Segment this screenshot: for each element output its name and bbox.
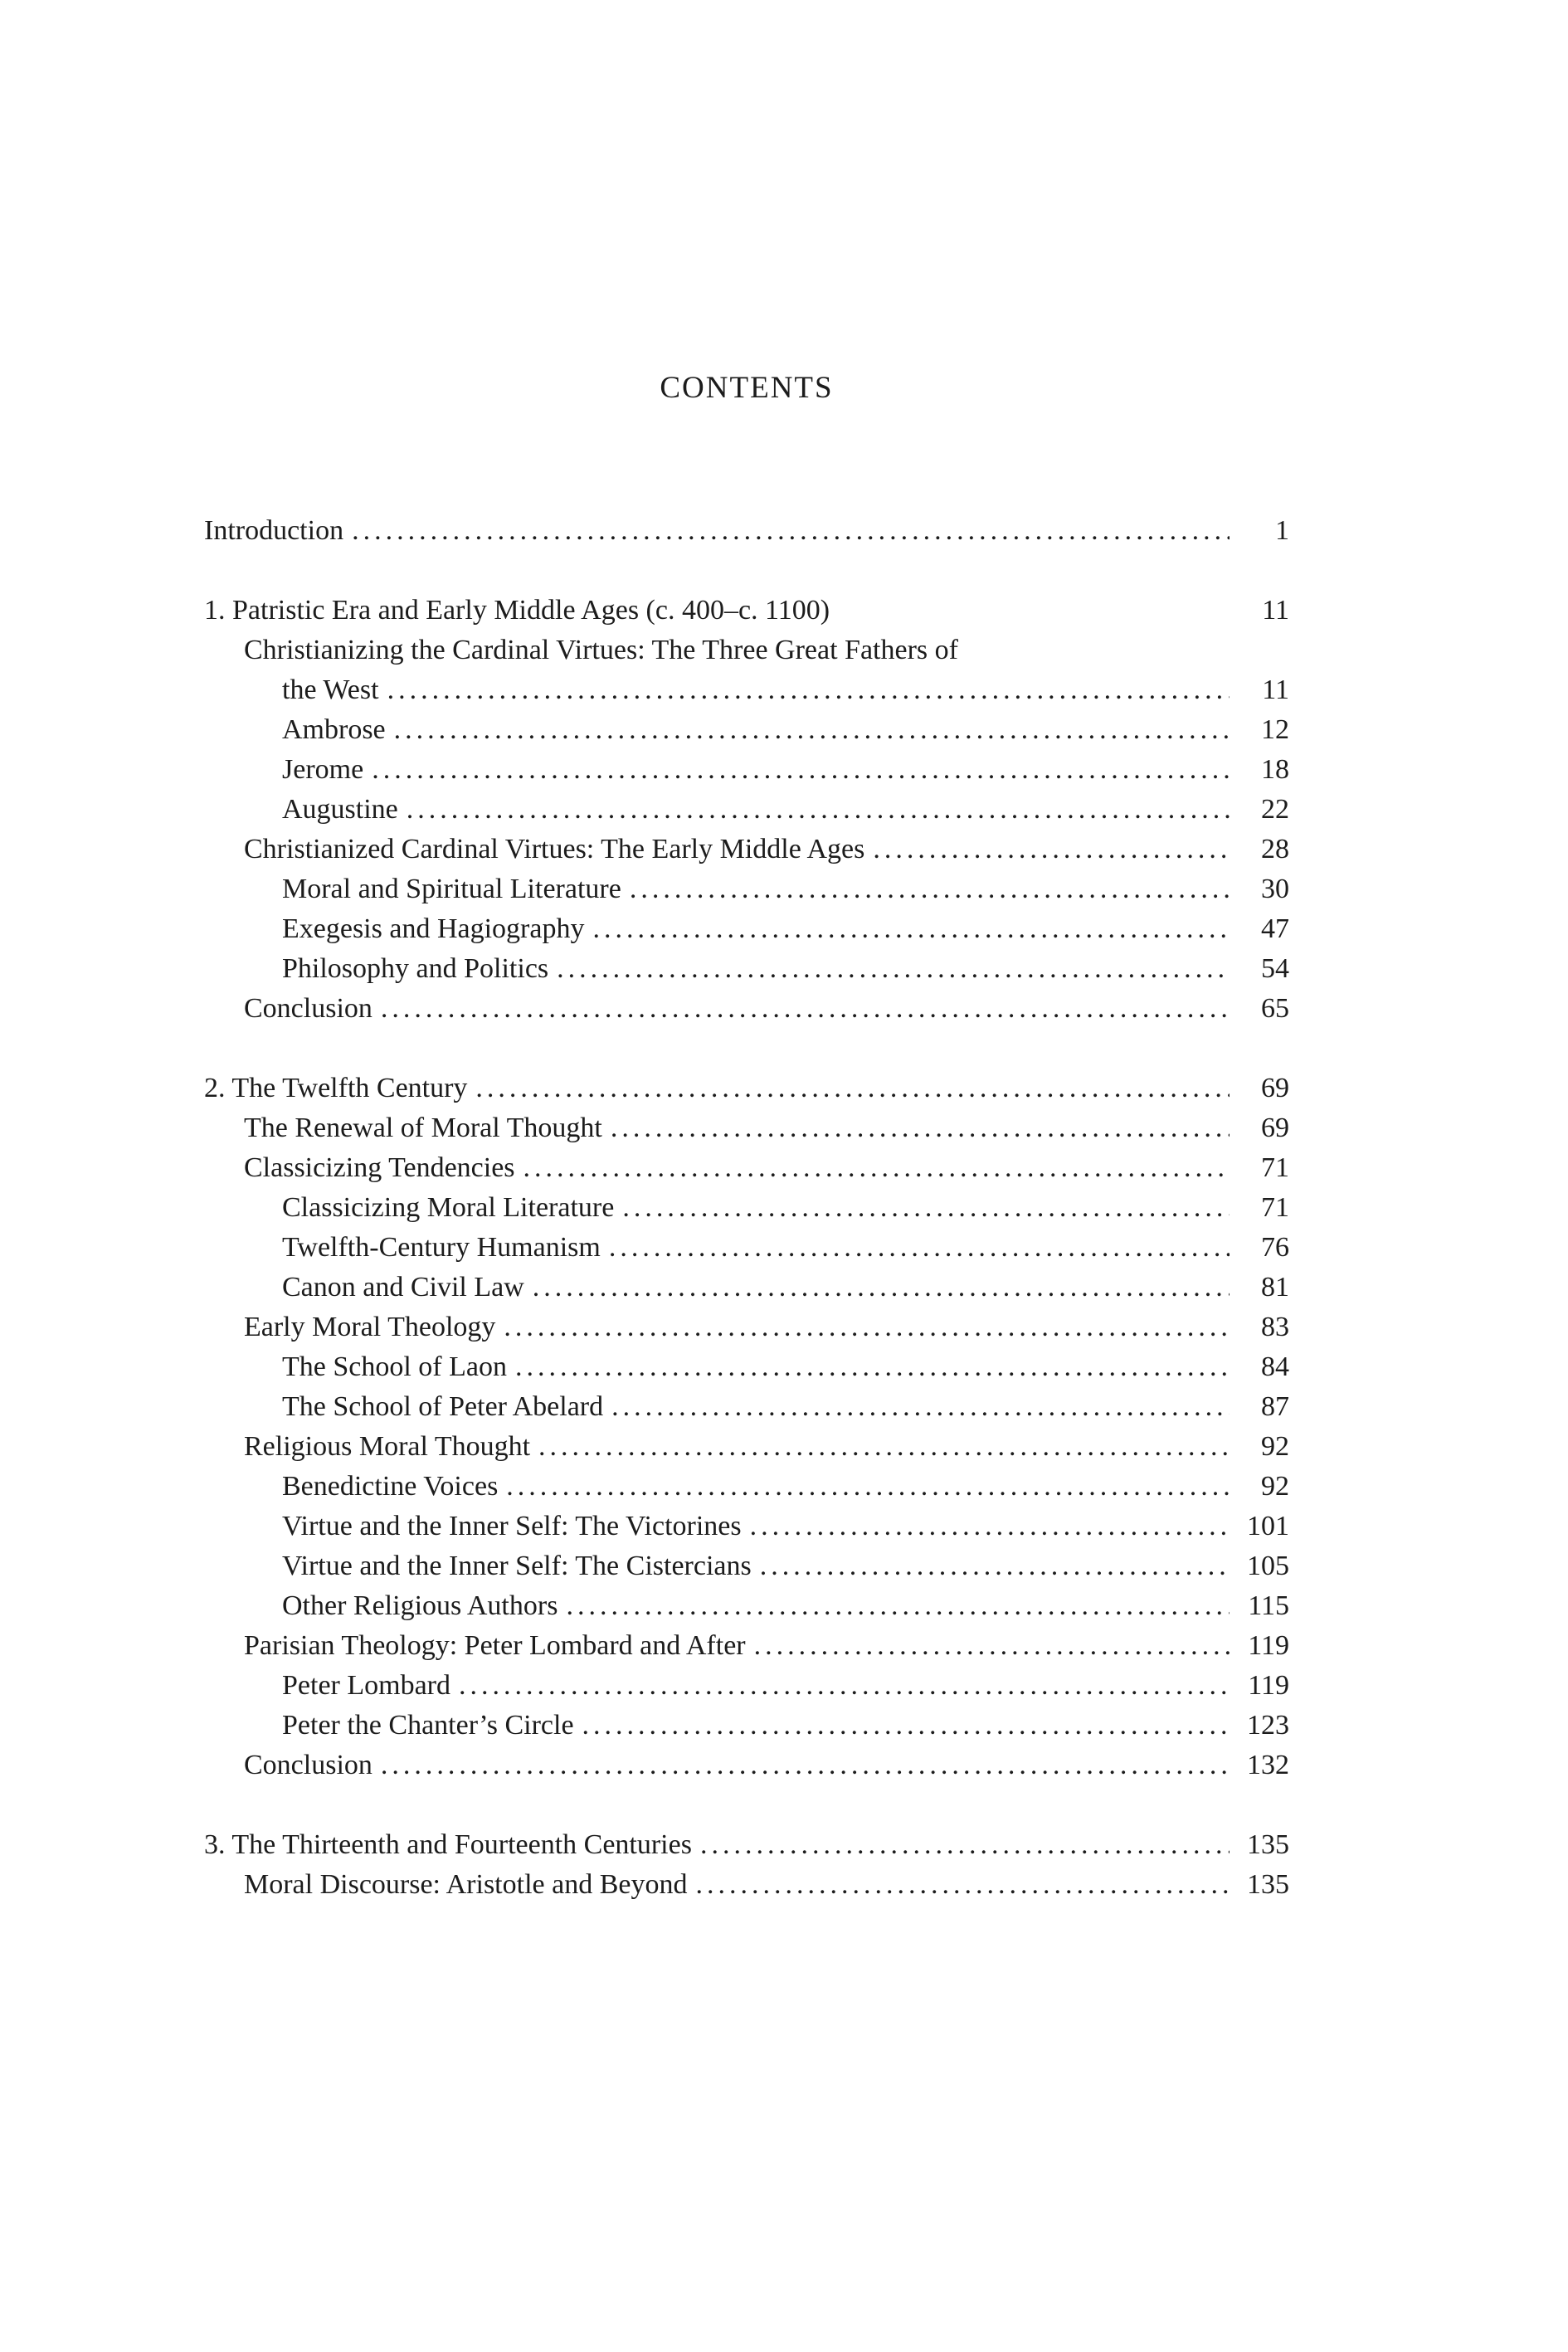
toc-entry [204,1108,1289,1148]
toc-page-number: 132 [1247,1750,1289,1780]
toc-entry-text: Conclusion [244,993,373,1024]
toc-entry-text: Christianizing the Cardinal Virtues: The Three Great Fathers of [244,635,958,665]
toc-entry [204,1228,1289,1268]
toc-entry-text: Introduction [204,515,344,546]
toc-leader-dots [754,1626,1230,1666]
toc-entry-text: The School of Laon [282,1351,507,1382]
toc-entry-text: Other Religious Authors [282,1590,558,1621]
toc-page-number: 54 [1261,953,1289,984]
toc-entry [204,1427,1289,1467]
toc-entry [204,1069,1289,1108]
toc-page-number: 81 [1261,1272,1289,1303]
toc-entry-text: The School of Peter Abelard [282,1391,604,1422]
toc-page-number: 83 [1261,1312,1289,1342]
toc-page-number: 30 [1261,874,1289,904]
toc-entry [204,909,1289,949]
toc-entry-text: Peter Lombard [282,1670,450,1701]
toc-entry-text: Virtue and the Inner Self: The Victorines [282,1511,742,1541]
toc-entry [204,949,1289,989]
toc-leader-dots [695,1865,1230,1905]
toc-page-number: 71 [1261,1152,1289,1183]
toc-entry [204,1268,1289,1307]
toc-leader-dots [381,1746,1230,1785]
toc-page-number: 71 [1261,1192,1289,1223]
toc-entry-text: Philosophy and Politics [282,953,549,984]
toc-page-number: 69 [1261,1073,1289,1103]
toc-leader-dots [611,1387,1230,1427]
toc-leader-dots [630,869,1230,909]
toc-page-number: 11 [1262,674,1289,705]
toc-leader-dots [372,750,1230,790]
toc-entry [204,1626,1289,1666]
toc-entry [204,750,1289,790]
toc-leader-dots [609,1228,1230,1268]
toc-page-number: 47 [1261,913,1289,944]
toc-page-number: 87 [1261,1391,1289,1422]
toc-page-number: 84 [1261,1351,1289,1382]
toc-page-number: 101 [1247,1511,1289,1541]
toc-page-number: 22 [1261,794,1289,825]
toc-entry [204,511,1289,551]
toc-leader-dots [700,1825,1230,1865]
toc-entry [204,710,1289,750]
toc-entry [204,989,1289,1029]
toc-page-number: 11 [1262,595,1289,626]
toc-leader-dots [407,790,1230,830]
toc-entry-text: Christianized Cardinal Virtues: The Early Middle Ages [244,834,865,864]
toc-entry-text: Moral Discourse: Aristotle and Beyond [244,1869,688,1900]
toc-leader-dots [387,670,1230,710]
toc-leader-dots [566,1586,1230,1626]
toc-content [204,370,1289,1905]
toc-entry-text: 3. The Thirteenth and Fourteenth Centuries [204,1829,692,1860]
toc-leader-dots [760,1546,1230,1586]
toc-entry [204,1188,1289,1228]
toc-entry-text: Virtue and the Inner Self: The Cistercians [282,1551,752,1581]
toc-entry [204,1507,1289,1546]
toc-leader-dots [611,1108,1230,1148]
toc-page-number: 135 [1247,1829,1289,1860]
toc-entry-text: 2. The Twelfth Century [204,1073,468,1103]
toc-entry-text: The Renewal of Moral Thought [244,1113,602,1143]
toc-page-number: 105 [1247,1551,1289,1581]
toc-leader-dots [533,1268,1230,1307]
toc-entry [204,830,1289,869]
toc-leader-dots [592,909,1230,949]
toc-entry [204,670,1289,710]
toc-page-number: 119 [1248,1670,1289,1701]
toc-entry-text: Augustine [282,794,398,825]
toc-entry-text: Ambrose [282,714,386,745]
toc-entry-text: Parisian Theology: Peter Lombard and After [244,1630,746,1661]
toc-entry-text: Early Moral Theology [244,1312,496,1342]
toc-entry-text: the West [282,674,379,705]
toc-entry-text: Moral and Spiritual Literature [282,874,621,904]
toc-leader-dots [459,1666,1230,1706]
toc-entry [204,1467,1289,1507]
toc-leader-dots [381,989,1230,1029]
toc-entry [204,1586,1289,1626]
toc-page-number: 123 [1247,1710,1289,1741]
toc-entry [204,1666,1289,1706]
toc-leader-dots [506,1467,1230,1507]
toc-entry [204,1148,1289,1188]
toc-entry [204,790,1289,830]
toc-leader-dots [504,1307,1230,1347]
toc-entry [204,869,1289,909]
toc-leader-dots [582,1706,1230,1746]
toc-leader-dots [557,949,1230,989]
toc-entry [204,1746,1289,1785]
page-title: CONTENTS [660,371,834,405]
toc-leader-dots [523,1148,1230,1188]
toc-page-number: 119 [1248,1630,1289,1661]
toc-page-number: 65 [1261,993,1289,1024]
toc-entry-text: Benedictine Voices [282,1471,499,1502]
toc-leader-dots [352,511,1230,551]
toc-entry [204,1307,1289,1347]
toc-page-number: 1 [1275,515,1289,546]
toc-leader-dots [475,1069,1230,1108]
toc-entry [204,591,1289,631]
toc-page-number: 18 [1261,754,1289,785]
toc-entry [204,1387,1289,1427]
toc-entry [204,1865,1289,1905]
toc-page-number: 115 [1248,1590,1289,1621]
toc-entry [204,631,1289,670]
toc-entry [204,1347,1289,1387]
toc-page-number: 28 [1261,834,1289,864]
toc-page-number: 12 [1261,714,1289,745]
toc-entry-text: Exegesis and Hagiography [282,913,585,944]
toc-entry-text: Canon and Civil Law [282,1272,524,1303]
toc-entry-text: Classicizing Tendencies [244,1152,515,1183]
toc-leader-dots [873,830,1230,869]
toc-leader-dots [750,1507,1230,1546]
toc-page-number: 76 [1261,1232,1289,1263]
toc-entry [204,1706,1289,1746]
toc-entry-text: Conclusion [244,1750,373,1780]
toc-entry-text: Religious Moral Thought [244,1431,531,1462]
toc-entry-text: Peter the Chanter’s Circle [282,1710,574,1741]
toc-entry [204,1825,1289,1865]
toc-entry-text: Twelfth-Century Humanism [282,1232,601,1263]
toc-page-number: 69 [1261,1113,1289,1143]
toc-page-number: 135 [1247,1869,1289,1900]
toc-leader-dots [538,1427,1230,1467]
toc-entry-text: 1. Patristic Era and Early Middle Ages (c. 400–c. 1100) [204,595,830,626]
toc-leader-dots [394,710,1230,750]
toc-page-number: 92 [1261,1471,1289,1502]
toc-entry-text: Classicizing Moral Literature [282,1192,615,1223]
toc-leader-dots [515,1347,1230,1387]
toc-leader-dots [622,1188,1230,1228]
toc-entry [204,1546,1289,1586]
toc-page-number: 92 [1261,1431,1289,1462]
toc-entry-text: Jerome [282,754,364,785]
toc-list [204,511,1289,1905]
